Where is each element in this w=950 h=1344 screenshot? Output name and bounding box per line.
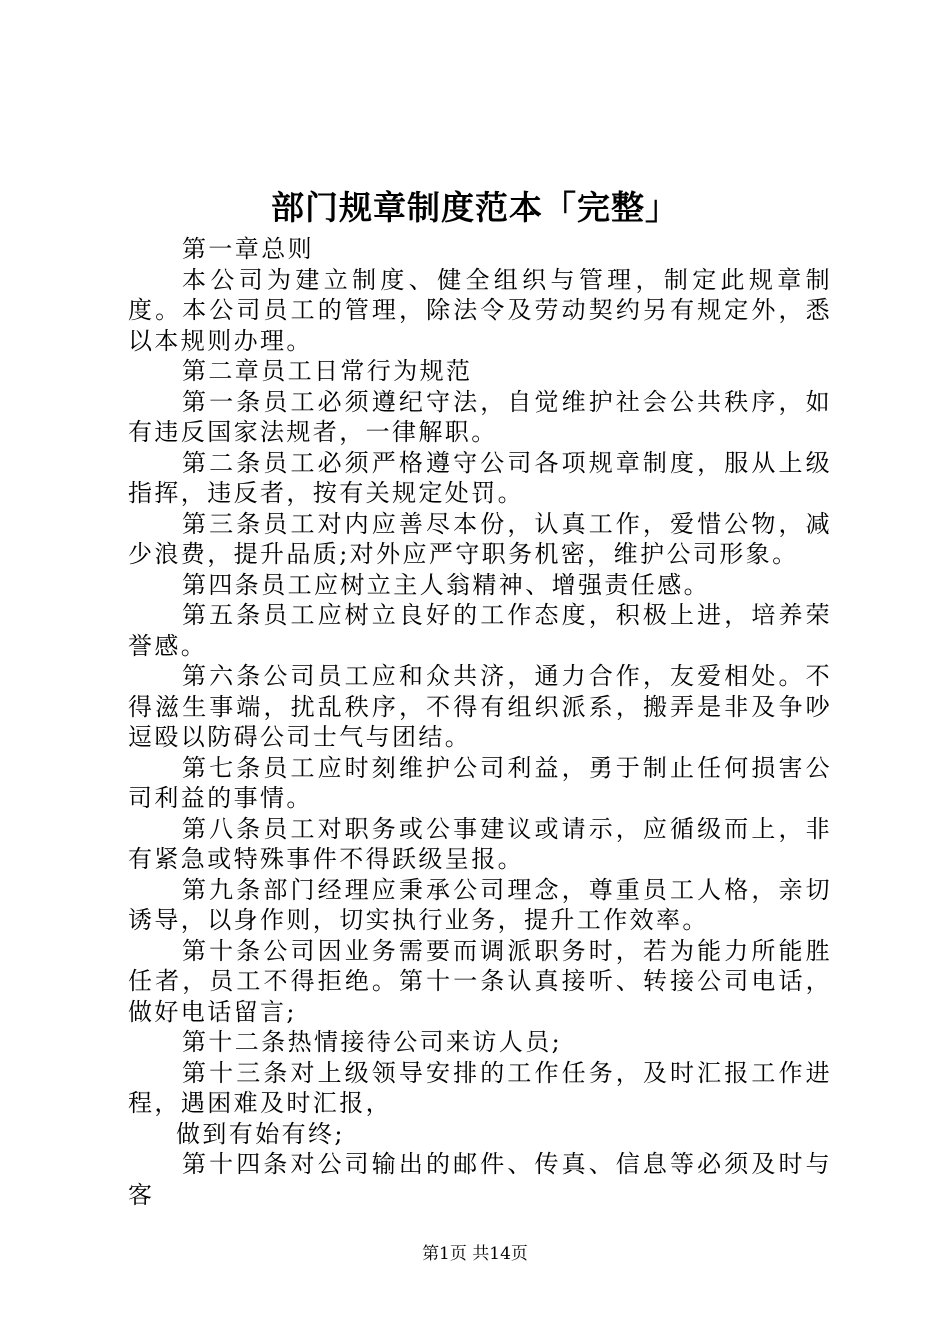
page-footer: 第1页 共14页 xyxy=(422,1244,528,1264)
paragraph: 第五条员工应树立良好的工作态度，积极上进，培养荣誉感。 xyxy=(128,601,832,660)
paragraph: 第八条员工对职务或公事建议或请示，应循级而上，非有紧急或特殊事件不得跃级呈报。 xyxy=(128,814,832,873)
paragraph: 本公司为建立制度、健全组织与管理，制定此规章制度。本公司员工的管理，除法令及劳动契约另有规定外，悉以本规则办理。 xyxy=(128,265,832,355)
page-title: 部门规章制度范本「完整」 xyxy=(271,188,679,227)
paragraph: 第七条员工应时刻维护公司利益，勇于制止任何损害公司利益的事情。 xyxy=(128,753,832,812)
paragraph: 第十条公司因业务需要而调派职务时，若为能力所能胜任者，员工不得拒绝。第十一条认真接听、转接公司电话，做好电话留言; xyxy=(128,936,832,1026)
paragraph: 第十三条对上级领导安排的工作任务，及时汇报工作进程，遇困难及时汇报， xyxy=(128,1058,832,1117)
paragraph: 第一条员工必须遵纪守法，自觉维护社会公共秩序，如有违反国家法规者，一律解职。 xyxy=(128,387,832,446)
paragraph: 第十二条热情接待公司来访人员; xyxy=(182,1028,563,1056)
chapter-heading: 第二章员工日常行为规范 xyxy=(182,357,473,385)
paragraph: 第三条员工对内应善尽本份，认真工作，爱惜公物，减少浪费，提升品质;对外应严守职务机密，维护公司形象。 xyxy=(128,509,832,568)
paragraph: 第六条公司员工应和众共济，通力合作，友爱相处。不得滋生事端，扰乱秩序，不得有组织派系，搬弄是非及争吵逗殴以防碍公司士气与团结。 xyxy=(128,662,832,751)
paragraph: 第四条员工应树立主人翁精神、增强责任感。 xyxy=(182,570,710,599)
chapter-heading: 第一章总则 xyxy=(182,235,314,263)
paragraph: 做到有始有终; xyxy=(176,1119,345,1148)
paragraph: 第二条员工必须严格遵守公司各项规章制度，服从上级指挥，违反者，按有关规定处罚。 xyxy=(128,448,832,507)
paragraph: 第九条部门经理应秉承公司理念，尊重员工人格，亲切诱导，以身作则，切实执行业务，提升工作效率。 xyxy=(128,875,832,934)
paragraph: 第十四条对公司输出的邮件、传真、信息等必须及时与客 xyxy=(128,1150,832,1209)
document-body xyxy=(128,234,832,1210)
